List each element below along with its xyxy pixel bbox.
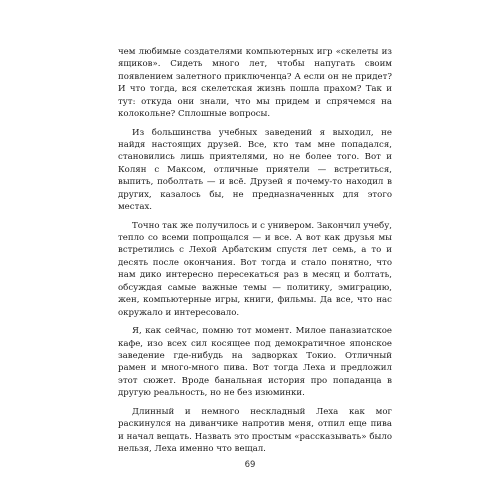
paragraph-1: чем любимые создателями компьютерных игр «скелеты из ящиков». Сидеть много лет, чтобы напугать своим появлением залетного приключенца? А если он не придет? И что тогда, вся скелетская жизнь пошла прахом? Так и тут: откуда они знали, что мы придем и спрячемся на колокольне? Сплошные вопросы. (118, 47, 392, 120)
paragraph-4: Я, как сейчас, помню тот момент. Милое паназиатское кафе, изо всех сил косящее под демократичное японское заведение где-нибудь на задворках Токио. Отличный рамен и много-много пива. Вот тогда Леха и предложил этот сюжет. Вроде банальная история про попаданца в другую реальность, но не без изюминки. (118, 326, 392, 399)
page-body-text (118, 46, 392, 462)
page-number: 69 (244, 460, 256, 470)
paragraph-2: Из большинства учебных заведений я выходил, не найдя настоящих друзей. Все, кто там мне попадался, становились лишь приятелями, но не более того. Вот и Колян с Максом, отличные приятели — встретиться, выпить, поболтать — и всё. Друзей я почему-то находил в других, казалось бы, не предназначенных для этого местах. (118, 127, 392, 213)
paragraph-5: Длинный и немного нескладный Леха как мог раскинулся на диванчике напротив меня, отпил еще пива и начал вещать. Назвать это простым «рассказывать» было нельзя, Леха именно что вещал. (118, 406, 392, 454)
paragraph-3: Точно так же получилось и с универом. Закончил учебу, тепло со всеми попрощался — и все. А вот как друзья мы встретились с Лехой Арбатским спустя лет семь, а то и десять после окончания. Вот тогда и стало понятно, что нам дико интересно пересекаться раз в месяц и болтать, обсуждая самые важные темы — политику, эмиграцию, жен, компьютерные игры, книги, фильмы. Да все, что нас окружало и интересовало. (118, 220, 393, 318)
